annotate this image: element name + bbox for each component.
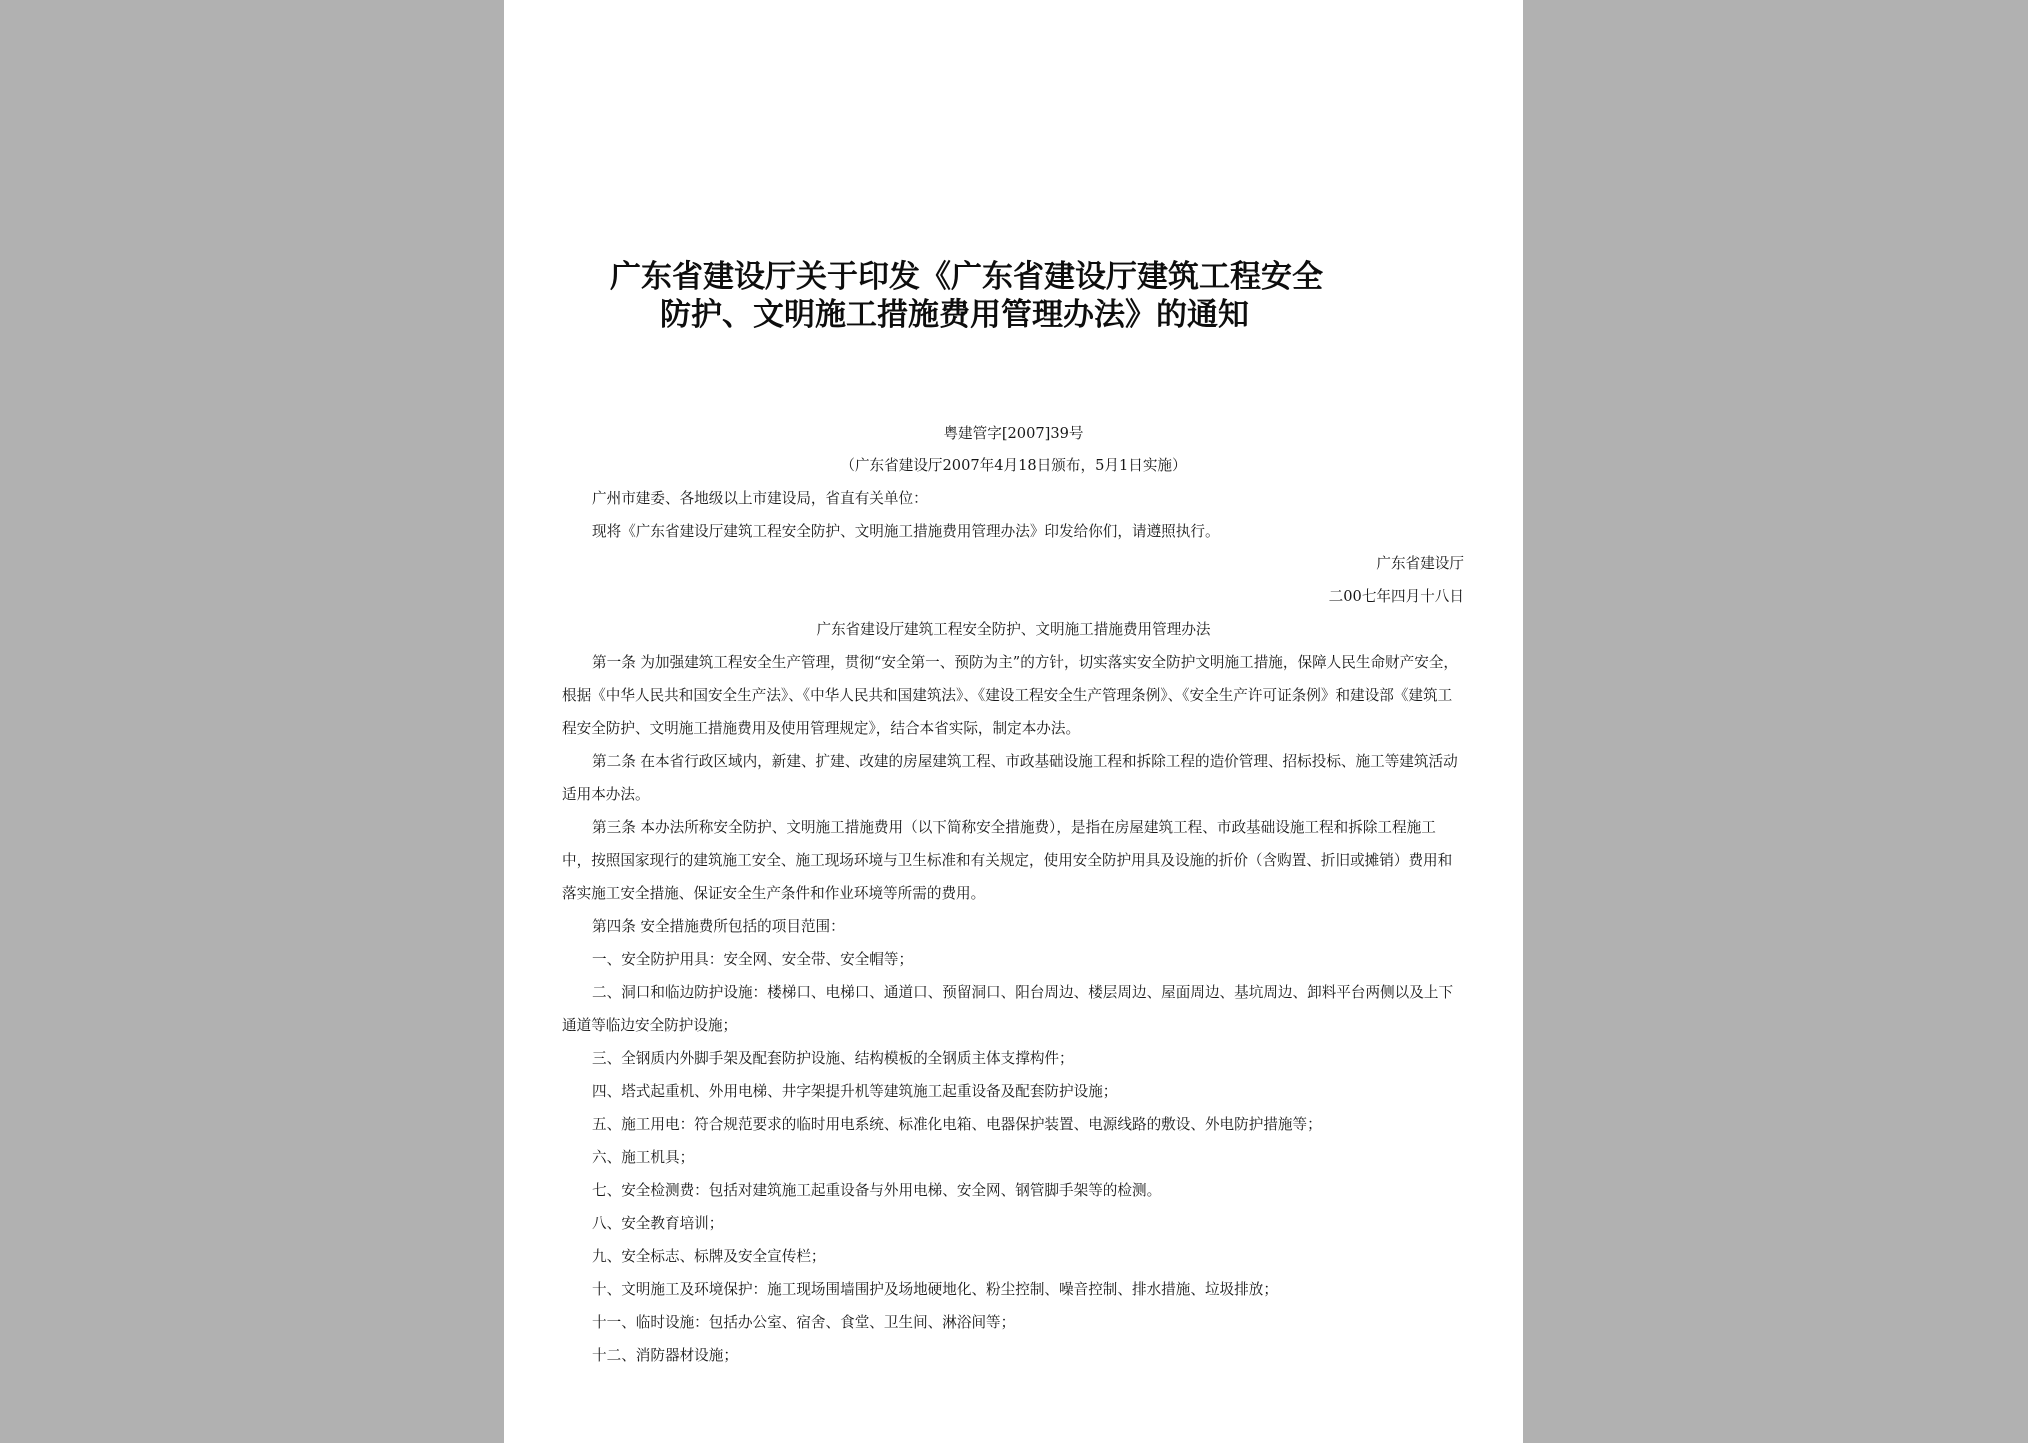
signing-date: 二00七年四月十八日 bbox=[1328, 588, 1464, 605]
article-2: 第二条 在本省行政区域内，新建、扩建、改建的房屋建筑工程、市政基础设施工程和拆除工程的造价管理、招标投标、施工等建筑活动适用本办法。 bbox=[562, 753, 1458, 803]
title-line-2: 防护、文明施工措施费用管理办法》的通知 bbox=[660, 297, 1249, 333]
list-item: 十、文明施工及环境保护：施工现场围墙围护及场地硬地化、粉尘控制、噪音控制、排水措施、垃圾排放； bbox=[592, 1281, 1278, 1298]
list-item: 一、安全防护用具：安全网、安全带、安全帽等； bbox=[592, 951, 914, 968]
article-1: 第一条 为加强建筑工程安全生产管理，贯彻“安全第一、预防为主”的方针，切实落实安全防护文明施工措施，保障人民生命财产安全，根据《中华人民共和国安全生产法》、《中华人民共和国建筑法》、《建设工程安全生产管理条例》、《安全生产许可证条例》和建设部《建筑工程安全防护、文明施工措施费用及使用管理规定》，结合本省实际，制定本办法。 bbox=[562, 654, 1459, 737]
list-item: 五、施工用电：符合规范要求的临时用电系统、标准化电箱、电器保护装置、电源线路的敷设、外电防护措施等； bbox=[592, 1116, 1322, 1133]
measures-title: 广东省建设厅建筑工程安全防护、文明施工措施费用管理办法 bbox=[816, 621, 1211, 638]
document-title bbox=[602, 258, 1464, 334]
article-4: 第四条 安全措施费所包括的项目范围： bbox=[592, 918, 845, 935]
addressee: 广州市建委、各地级以上市建设局，省直有关单位： bbox=[592, 490, 928, 507]
list-item: 二、洞口和临边防护设施：楼梯口、电梯口、通道口、预留洞口、阳台周边、楼层周边、屋面周边、基坑周边、卸料平台两侧以及上下通道等临边安全防护设施； bbox=[562, 984, 1454, 1034]
list-item: 三、全钢质内外脚手架及配套防护设施、结构模板的全钢质主体支撑构件； bbox=[592, 1050, 1074, 1067]
list-item: 四、塔式起重机、外用电梯、井字架提升机等建筑施工起重设备及配套防护设施； bbox=[592, 1083, 1118, 1100]
document-page bbox=[504, 0, 1523, 1443]
document-number: 粤建管字[2007]39号 bbox=[943, 425, 1084, 442]
article-3: 第三条 本办法所称安全防护、文明施工措施费用（以下简称安全措施费），是指在房屋建筑工程、市政基础设施工程和拆除工程施工中，按照国家现行的建筑施工安全、施工现场环境与卫生标准和有关规定，使用安全防护用具及设施的折价（含购置、折旧或摊销）费用和落实施工安全措施、保证安全生产条件和作业环境等所需的费用。 bbox=[562, 819, 1453, 902]
list-item: 十一、临时设施：包括办公室、宿舍、食堂、卫生间、淋浴间等； bbox=[592, 1314, 1016, 1331]
signer: 广东省建设厅 bbox=[1376, 555, 1464, 572]
list-item: 六、施工机具； bbox=[592, 1149, 695, 1166]
list-item: 九、安全标志、标牌及安全宣传栏； bbox=[592, 1248, 826, 1265]
title-line-1: 广东省建设厅关于印发《广东省建设厅建筑工程安全 bbox=[610, 259, 1323, 295]
list-item: 七、安全检测费：包括对建筑施工起重设备与外用电梯、安全网、钢管脚手架等的检测。 bbox=[592, 1182, 1162, 1199]
list-item: 八、安全教育培训； bbox=[592, 1215, 724, 1232]
issue-note: （广东省建设厅2007年4月18日颁布，5月1日实施） bbox=[840, 457, 1187, 474]
intro-paragraph: 现将《广东省建设厅建筑工程安全防护、文明施工措施费用管理办法》印发给你们，请遵照执行。 bbox=[592, 523, 1220, 540]
list-item: 十二、消防器材设施； bbox=[592, 1347, 738, 1364]
